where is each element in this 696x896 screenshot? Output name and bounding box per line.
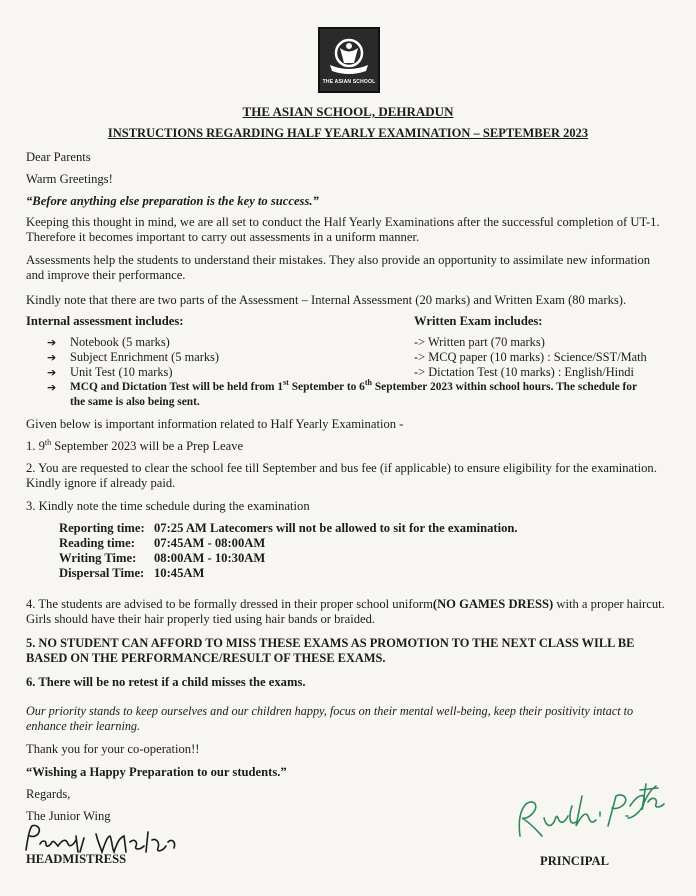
thanks-text: Thank you for your co-operation!! bbox=[26, 742, 200, 756]
schedule-label-writing: Writing Time: bbox=[59, 551, 137, 565]
salutation: Dear Parents bbox=[26, 150, 91, 164]
paragraph-assessments: Assessments help the students to understand their mistakes. They also provide an opportunity to assimilate new information and improve their performance. bbox=[26, 253, 651, 282]
written-item-mcq: -> MCQ paper (10 marks) : Science/SST/Math bbox=[414, 350, 647, 364]
internal-item-enrichment: Subject Enrichment (5 marks) bbox=[70, 350, 219, 364]
schedule-value-dispersal: 10:45AM bbox=[154, 566, 205, 580]
written-item-dictation: -> Dictation Test (10 marks) : English/Hindi bbox=[414, 365, 634, 379]
principal-title: PRINCIPAL bbox=[540, 854, 610, 868]
internal-item-notebook: Notebook (5 marks) bbox=[70, 335, 170, 349]
greeting: Warm Greetings! bbox=[26, 172, 113, 186]
schedule-label-reporting: Reporting time: bbox=[59, 521, 145, 535]
mcq-dictation-note-line2: the same is also being sent. bbox=[70, 396, 200, 408]
mcq-dictation-note: MCQ and Dictation Test will be held from 1st September to 6th September 2023 within school hours. The schedule for bbox=[70, 378, 638, 393]
wing-text: The Junior Wing bbox=[26, 809, 111, 823]
regards-text: Regards, bbox=[26, 787, 71, 801]
point-prep-leave: 1. 9th September 2023 will be a Prep Leave bbox=[26, 437, 244, 453]
schedule-value-reporting: 07:25 AM Latecomers will not be allowed to sit for the examination. bbox=[154, 521, 518, 535]
written-item-written-part: -> Written part (70 marks) bbox=[414, 335, 545, 349]
paragraph-intro: Keeping this thought in mind, we are all set to conduct the Half Yearly Examinations after the successful completion of UT-1. Therefore it becomes important to carry out assessments in a uniform manner. bbox=[26, 215, 660, 244]
point-fee: 2. You are requested to clear the school fee till September and bus fee (if applicable) to ensure eligibility for the examination. Kindly ignore if already paid. bbox=[26, 461, 657, 490]
principal-signature bbox=[512, 766, 672, 846]
schedule-value-writing: 08:00AM - 10:30AM bbox=[154, 551, 266, 565]
schedule-label-dispersal: Dispersal Time: bbox=[59, 566, 145, 580]
arrow-icon: ➔ bbox=[47, 336, 57, 349]
school-name-heading: THE ASIAN SCHOOL, DEHRADUN bbox=[242, 104, 454, 119]
point-no-student-miss: 5. NO STUDENT CAN AFFORD TO MISS THESE EXAMS AS PROMOTION TO THE NEXT CLASS WILL BE BASED ON THE PERFORMANCE/RESULT OF THESE EXAMS. bbox=[26, 636, 635, 665]
schedule-value-reading: 07:45AM - 08:00AM bbox=[154, 536, 266, 550]
arrow-icon: ➔ bbox=[47, 366, 57, 379]
point-uniform: 4. The students are advised to be formally dressed in their proper school uniform(NO GAMES DRESS) with a proper haircut. Girls should have their hair properly tied using hair bands or braided. bbox=[26, 597, 665, 626]
arrow-icon: ➔ bbox=[47, 381, 57, 394]
written-heading: Written Exam includes: bbox=[414, 314, 543, 328]
paragraph-two-parts: Kindly note that there are two parts of the Assessment – Internal Assessment (20 marks) and Written Exam (80 marks). bbox=[26, 293, 627, 307]
headmistress-title: HEADMISTRESS bbox=[26, 852, 127, 866]
given-below-text: Given below is important information related to Half Yearly Examination - bbox=[26, 417, 404, 431]
arrow-icon: ➔ bbox=[47, 351, 57, 364]
document-title: INSTRUCTIONS REGARDING HALF YEARLY EXAMINATION – SEPTEMBER 2023 bbox=[107, 126, 589, 140]
quote: “Before anything else preparation is the key to success.” bbox=[26, 194, 319, 208]
school-logo bbox=[318, 27, 380, 93]
schedule-label-reading: Reading time: bbox=[59, 536, 135, 550]
point-time-schedule: 3. Kindly note the time schedule during the examination bbox=[26, 499, 310, 513]
internal-item-unit-test: Unit Test (10 marks) bbox=[70, 365, 173, 379]
priority-statement: Our priority stands to keep ourselves and our children happy, focus on their mental well-being, keep their positivity intact to enhance their learning. bbox=[26, 704, 634, 733]
point-no-retest: 6. There will be no retest if a child misses the exams. bbox=[26, 675, 306, 689]
logo-caption: THE ASIAN SCHOOL bbox=[322, 79, 376, 85]
wish-text: “Wishing a Happy Preparation to our students.” bbox=[26, 765, 287, 779]
internal-heading: Internal assessment includes: bbox=[26, 314, 184, 328]
